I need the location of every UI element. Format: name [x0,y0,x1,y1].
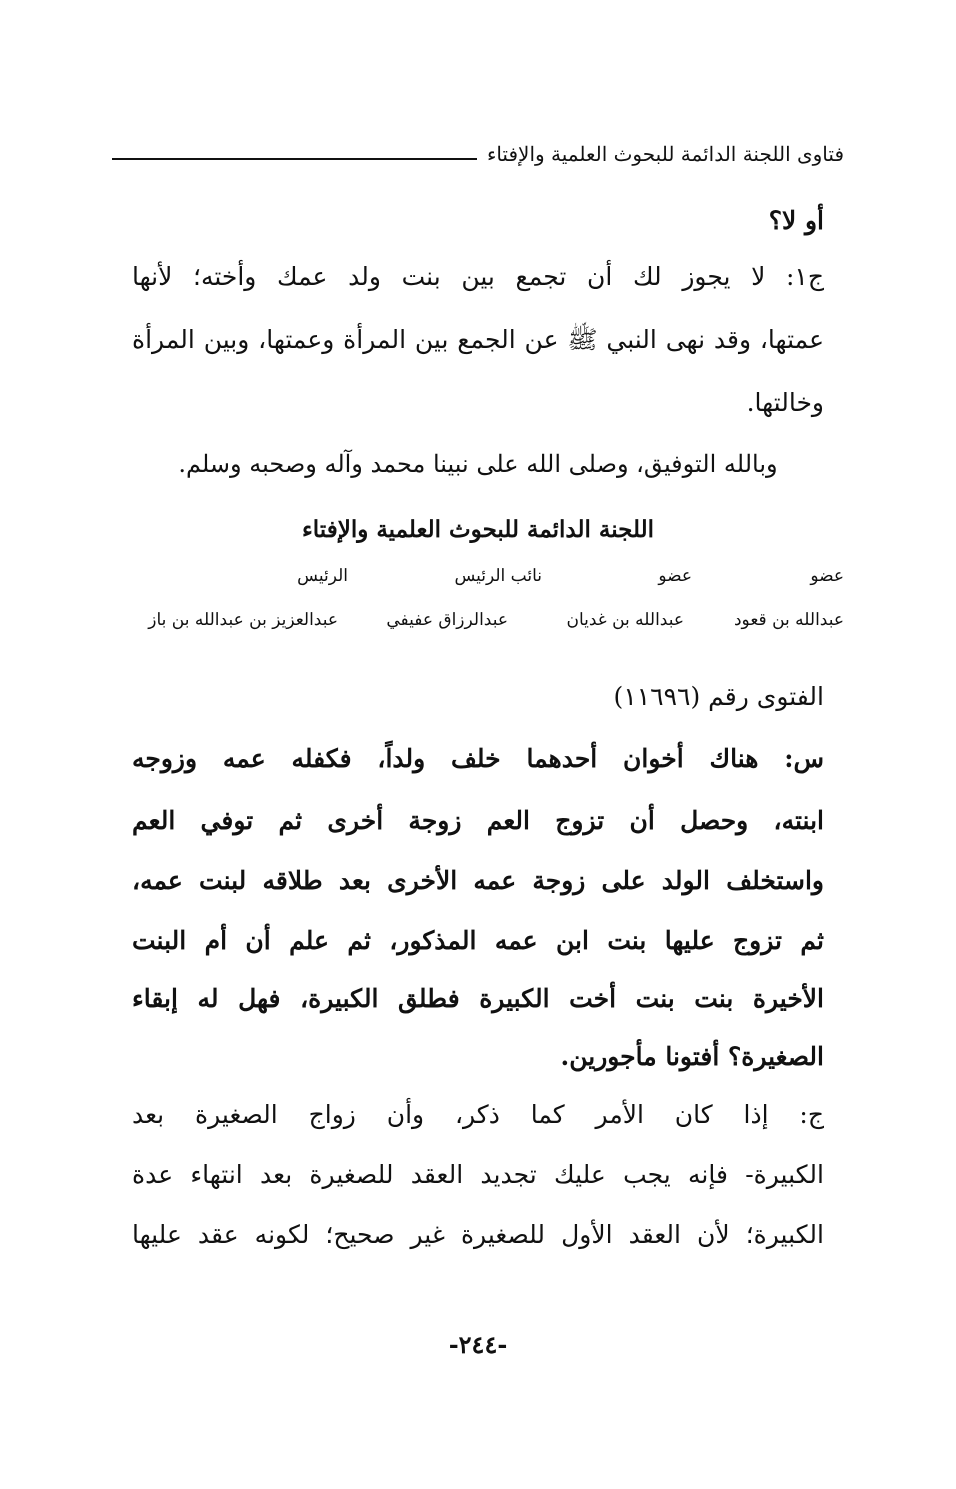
header-title: فتاوى اللجنة الدائمة للبحوث العلمية والإفتاء [486,142,844,166]
signatory-names [114,610,844,636]
question-line-6: الصغيرة؟ أفتونا مأجورين. [560,1042,824,1071]
answer-2-line-1: ج: إذا كان الأمر كما ذكر، وأن زواج الصغيرة بعد [132,1100,824,1129]
question-line-5: الأخيرة بنت بنت أخت الكبيرة فطلق الكبيرة، فهل له إبقاء [132,984,824,1013]
question-line-2: ابنته، وحصل أن تزوج العم زوجة أخرى ثم توفي العم [132,806,824,835]
committee-title: اللجنة الدائمة للبحوث العلمية والإفتاء [301,516,655,543]
page-number: -٢٤٤- [448,1330,508,1359]
fatwa-number: الفتوى رقم (١١٦٩٦) [613,682,824,711]
answer-1-line-2: عمتها، وقد نهى النبي ﷺ عن الجمع بين المرأة وعمتها، وبين المرأة [132,325,824,354]
signatory-roles [114,566,844,592]
role-2: عضو [658,566,692,586]
answer-1-line-1: ج١: لا يجوز لك أن تجمع بين بنت ولد عمك وأخته؛ لأنها [132,262,824,291]
answer-2-line-2: الكبيرة- فإنه يجب عليك تجديد العقد للصغيرة بعد انتهاء عدة [132,1160,824,1189]
answer-1-line-3: وخالتها. [746,388,824,417]
role-1: عضو [810,566,844,586]
question-line-1: س: هناك أخوان أحدهما خلف ولداً، فكفله عمه وزوجه [132,744,824,773]
closing-line: وبالله التوفيق، وصلى الله على نبينا محمد وآله وصحبه وسلم. [178,450,778,478]
name-4: عبدالعزيز بن عبدالله بن باز [148,610,338,630]
role-4: الرئيس [297,566,348,586]
question-tail: أو لا؟ [768,206,824,235]
name-3: عبدالرزاق عفيفي [386,610,508,630]
name-1: عبدالله بن قعود [733,610,844,630]
question-line-3: واستخلف الولد على زوجة عمه الأخرى بعد طلاقه لبنت عمه، [132,866,824,895]
answer-2-line-3: الكبيرة؛ لأن العقد الأول للصغيرة غير صحيح؛ لكونه عقد عليها [132,1220,824,1249]
header-rule [112,158,477,160]
question-line-4: ثم تزوج عليها بنت ابن عمه المذكور، ثم علم أن أم البنت [132,926,824,955]
running-header [112,136,844,172]
role-3: نائب الرئيس [454,566,542,586]
name-2: عبدالله بن غديان [566,610,684,630]
